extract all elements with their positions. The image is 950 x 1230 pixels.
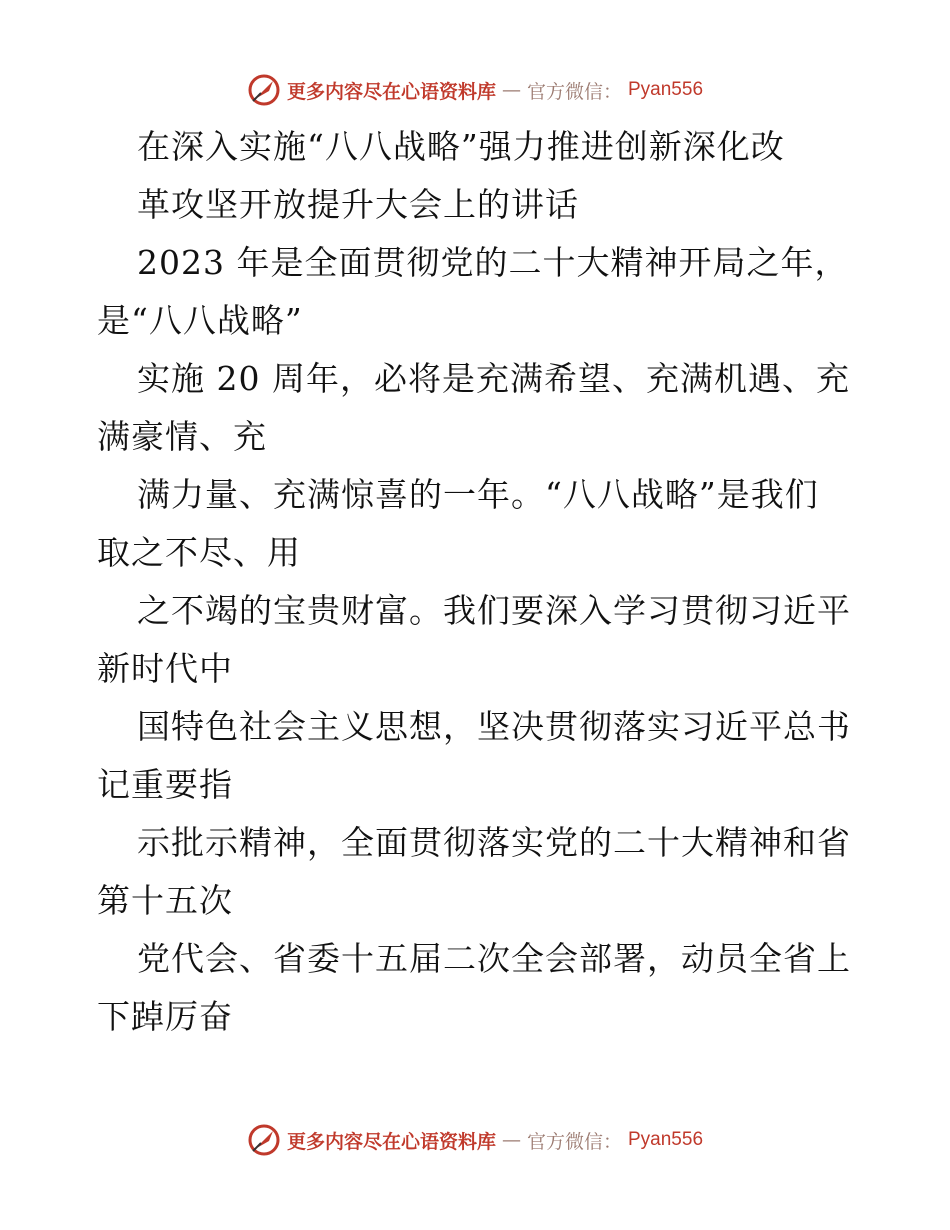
banner-label: 官方微信： [526, 1130, 622, 1153]
text-line: 2023 年是全面贯彻党的二十大精神开局之年， [137, 243, 849, 282]
text-line: 新时代中 [97, 649, 233, 688]
text-line: 满豪情、充 [97, 417, 267, 456]
text-line: 记重要指 [97, 765, 233, 804]
banner-wechat-id: Pyan556 [628, 79, 704, 100]
text-line: 革攻坚开放提升大会上的讲话 [137, 185, 579, 224]
footer-banner [0, 1120, 950, 1160]
text-line: 国特色社会主义思想，坚决贯彻落实习近平总书 [137, 707, 851, 746]
banner-brand: 更多内容尽在心语资料库 [286, 80, 496, 103]
text-line: 党代会、省委十五届二次全会部署，动员全省上 [137, 939, 851, 978]
text-line: 是“八八战略” [97, 301, 303, 340]
header-banner [0, 70, 950, 110]
text-line: 第十五次 [97, 881, 233, 920]
text-line: 满力量、充满惊喜的一年。“八八战略”是我们 [137, 475, 819, 514]
text-line: 取之不尽、用 [97, 533, 301, 572]
banner-label: 官方微信： [526, 80, 622, 103]
banner-wechat-id: Pyan556 [628, 1129, 704, 1150]
banner-brand: 更多内容尽在心语资料库 [286, 1130, 496, 1153]
quill-logo-icon [247, 1123, 281, 1157]
text-line: 实施 20 周年，必将是充满希望、充满机遇、充 [137, 359, 850, 398]
document-body [97, 118, 857, 1046]
banner-dash: — [501, 1129, 521, 1151]
text-line: 下踔厉奋 [97, 997, 233, 1036]
text-line: 在深入实施“八八战略”强力推进创新深化改 [137, 127, 785, 166]
text-line: 示批示精神，全面贯彻落实党的二十大精神和省 [137, 823, 851, 862]
quill-logo-icon [247, 73, 281, 107]
text-line: 之不竭的宝贵财富。我们要深入学习贯彻习近平 [137, 591, 851, 630]
banner-dash: — [501, 79, 521, 101]
